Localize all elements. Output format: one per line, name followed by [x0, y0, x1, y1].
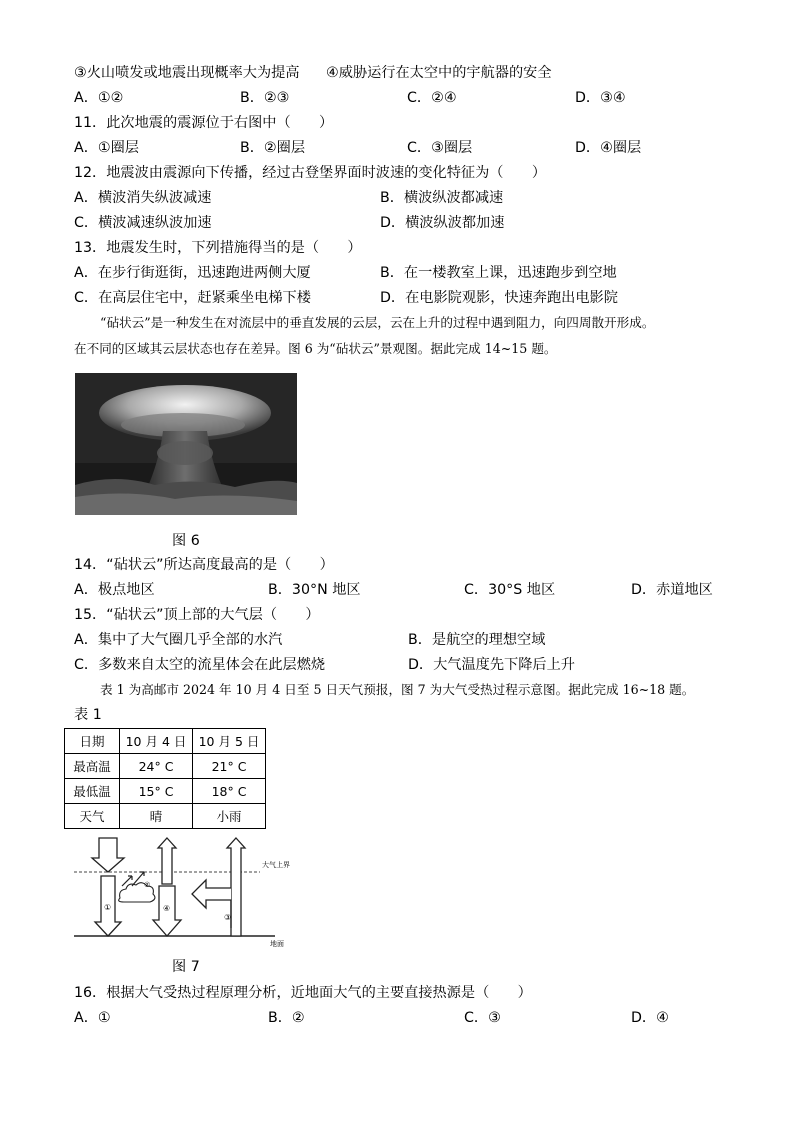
q13-option-c: C．在高层住宅中，赶紧乘坐电梯下楼 [74, 290, 311, 306]
q16-option-c: C．③ [464, 1010, 501, 1026]
q14-option-b: B．30°N 地区 [268, 582, 361, 598]
q13-option-b: B．在一楼教室上课，迅速跑步到空地 [380, 265, 617, 281]
table-cell: 21° C [193, 754, 266, 779]
table-cell: 18° C [193, 779, 266, 804]
q14-option-c: C．30°S 地区 [464, 582, 556, 598]
q11-option-a: A．①圈层 [74, 140, 139, 156]
table-1-title: 表 1 [74, 707, 102, 723]
marker-4: ④ [163, 904, 171, 913]
question-16-stem: 16．根据大气受热过程原理分析，近地面大气的主要直接热源是（ ） [74, 985, 532, 1001]
q13-option-d: D．在电影院观影，快速奔跑出电影院 [380, 290, 618, 306]
figure-7-caption: 图 7 [172, 959, 200, 975]
intro-2-line-1: 表 1 为高邮市 2024 年 10 月 4 日至 5 日天气预报，图 7 为大气受热过程示意图。据此完成 16~18 题。 [100, 682, 695, 697]
table-row [65, 779, 266, 804]
option-a: A．①② [74, 90, 124, 106]
table-row [65, 754, 266, 779]
option-b: B．②③ [240, 90, 290, 106]
marker-1: ① [104, 903, 112, 912]
q15-option-a: A．集中了大气圈几乎全部的水汽 [74, 632, 283, 648]
q11-option-c: C．③圈层 [407, 140, 473, 156]
q11-option-d: D．④圈层 [575, 140, 642, 156]
item-4: ④威胁运行在太空中的宇航器的安全 [326, 65, 552, 81]
q12-option-c: C．横波减速纵波加速 [74, 215, 212, 231]
table-header-cell: 日期 [65, 729, 120, 754]
table-cell: 最高温 [65, 754, 120, 779]
table-cell: 最低温 [65, 779, 120, 804]
intro-paragraph-2 [74, 677, 734, 703]
q12-option-b: B．横波纵波都减速 [380, 190, 504, 206]
q14-option-a: A．极点地区 [74, 582, 155, 598]
q13-option-a: A．在步行街逛街，迅速跑进两侧大厦 [74, 265, 311, 281]
atmospheric-heating-diagram [70, 836, 302, 948]
question-14-stem: 14．“砧状云”所达高度最高的是（ ） [74, 557, 334, 573]
intro-1-line-1: “砧状云”是一种发生在对流层中的垂直发展的云层，云在上升的过程中遇到阻力，向四周散开形成。 [100, 315, 655, 330]
item-3: ③火山喷发或地震出现概率大为提高 [74, 65, 300, 81]
table-cell: 天气 [65, 804, 120, 829]
weather-forecast-table [64, 728, 266, 829]
option-d: D．③④ [575, 90, 626, 106]
q16-option-a: A．① [74, 1010, 111, 1026]
table-cell: 15° C [120, 779, 193, 804]
q11-option-b: B．②圈层 [240, 140, 306, 156]
q16-option-d: D．④ [631, 1010, 669, 1026]
q15-option-c: C．多数来自太空的流星体会在此层燃烧 [74, 657, 326, 673]
q16-option-b: B．② [268, 1010, 305, 1026]
question-13-stem: 13．地震发生时，下列措施得当的是（ ） [74, 240, 362, 256]
table-cell: 小雨 [193, 804, 266, 829]
table-cell: 24° C [120, 754, 193, 779]
marker-2: ② [144, 881, 151, 889]
anvil-cloud-photo [75, 373, 297, 515]
intro-1-line-2: 在不同的区域其云层状态也存在差异。图 6 为“砧状云”景观图。据此完成 14~15 题。 [74, 341, 557, 356]
option-c: C．②④ [407, 90, 457, 106]
table-header-cell: 10 月 4 日 [120, 729, 193, 754]
marker-3: ③ [224, 913, 232, 922]
table-cell: 晴 [120, 804, 193, 829]
q14-option-d: D．赤道地区 [631, 582, 713, 598]
q12-option-d: D．横波纵波都加速 [380, 215, 505, 231]
q15-option-d: D．大气温度先下降后上升 [408, 657, 575, 673]
table-header-cell: 10 月 5 日 [193, 729, 266, 754]
arrow-1-solar-radiation [92, 838, 124, 936]
intro-paragraph-1 [74, 310, 734, 362]
atmosphere-top-label: 大气上界 [262, 861, 290, 869]
table-row [65, 804, 266, 829]
table-header-row [65, 729, 266, 754]
question-15-stem: 15．“砧状云”顶上部的大气层（ ） [74, 607, 320, 623]
arrow-4-atmospheric-radiation [153, 838, 181, 936]
ground-label: 地面 [270, 940, 284, 948]
figure-6-caption: 图 6 [172, 533, 200, 549]
question-11-stem: 11．此次地震的震源位于右图中（ ） [74, 115, 334, 131]
question-12-stem: 12．地震波由震源向下传播，经过古登堡界面时波速的变化特征为（ ） [74, 165, 547, 181]
q12-option-a: A．横波消失纵波减速 [74, 190, 212, 206]
q15-option-b: B．是航空的理想空域 [408, 632, 546, 648]
